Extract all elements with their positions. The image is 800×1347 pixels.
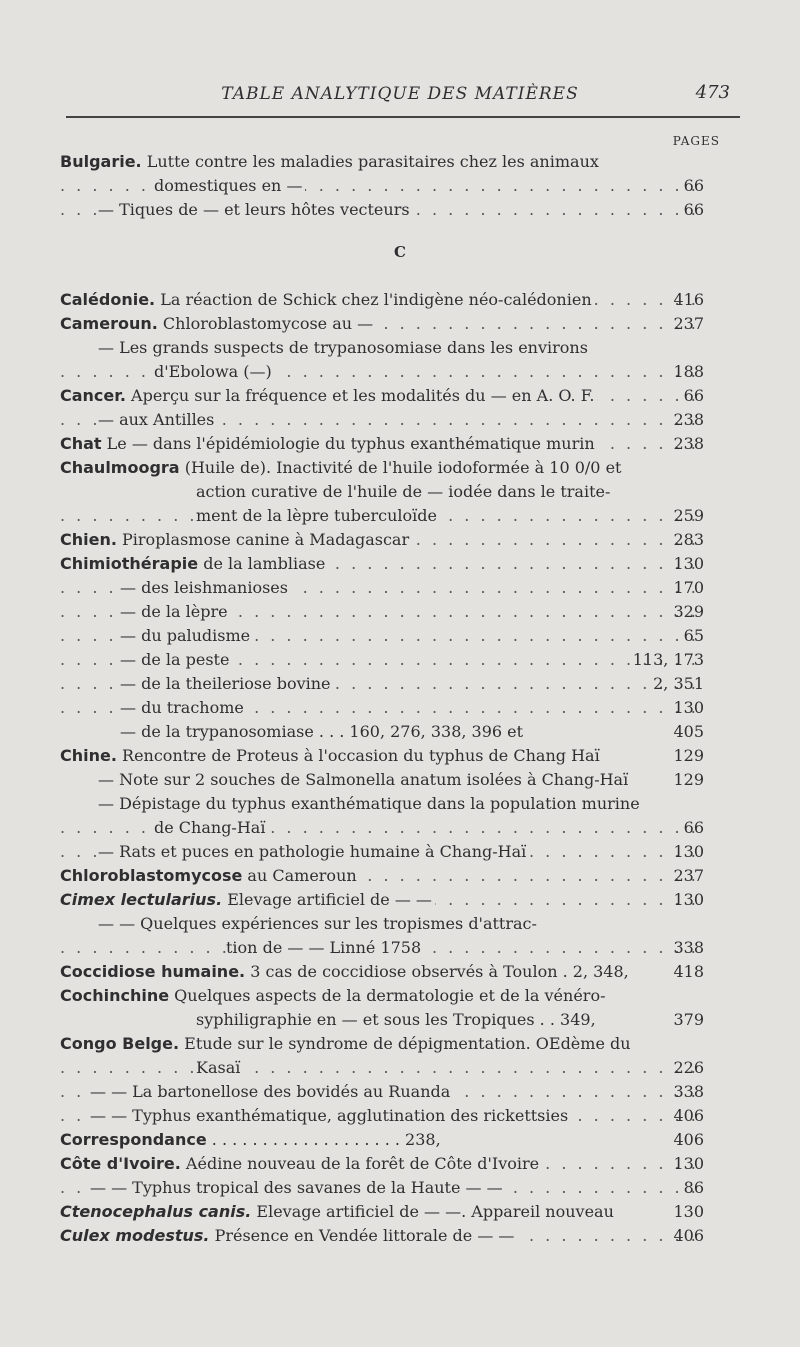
entry-text: — Tiques de — et leurs hôtes vecteurs — [98, 200, 410, 219]
entry-text: tion de — — Linné 1758 — [226, 938, 422, 957]
entry-page-number: 66 — [683, 200, 704, 219]
entry-text: domestiques en — — [154, 176, 303, 195]
index-entry — [60, 672, 705, 696]
entry-text: Aédine nouveau de la forêt de Côte d'Ivoire — [180, 1154, 540, 1173]
entry-text: d'Ebolowa (—) — [154, 362, 272, 381]
index-entry — [60, 288, 705, 312]
entry-page-number: 86 — [683, 1178, 704, 1197]
entry-text: — de la peste — [120, 650, 230, 669]
entry-page-number: 329 — [673, 602, 704, 621]
index-entry — [60, 456, 705, 480]
entry-page-number: 129 — [673, 746, 704, 765]
entry-keyword: Ctenocephalus canis. — [60, 1202, 252, 1221]
entry-text: Présence en Vendée littorale de — — — [209, 1226, 515, 1245]
index-entry — [60, 408, 705, 432]
entry-page-number: 129 — [673, 770, 704, 789]
entry-text: — — Typhus tropical des savanes de la Haute — — — [90, 1178, 503, 1197]
entry-page-number: 237 — [673, 866, 704, 885]
entry-page-number: 283 — [673, 530, 704, 549]
index-entry — [60, 1032, 705, 1056]
entry-keyword: Cameroun. — [60, 314, 158, 333]
index-entry — [60, 1176, 705, 1200]
entry-page-number: 130 — [673, 554, 704, 573]
entry-text: Le — dans l'épidémiologie du typhus exanthématique murin — [101, 434, 595, 453]
index-entry — [60, 840, 705, 864]
index-entry — [60, 1224, 705, 1248]
index-entry — [60, 432, 705, 456]
entry-text: Piroplasmose canine à Madagascar — [116, 530, 410, 549]
entry-text: La réaction de Schick chez l'indigène néo-calédonien — [155, 290, 592, 309]
index-entry — [60, 624, 705, 648]
entry-keyword: Congo Belge. — [60, 1034, 180, 1053]
entry-text: Rencontre de Proteus à l'occasion du typhus de Chang Haï — [116, 746, 600, 765]
entry-keyword: Chimiothérapie — [60, 554, 199, 573]
index-entry — [60, 150, 705, 174]
index-entry — [60, 312, 705, 336]
index-entry — [60, 768, 705, 792]
entry-text: — aux Antilles — [98, 410, 215, 429]
entry-keyword: Chaulmoogra — [60, 458, 180, 477]
entry-page-number: 338 — [673, 1082, 704, 1101]
entry-text: (Huile de). Inactivité de l'huile iodoformée à 10 0/0 et — [179, 458, 622, 477]
index-entry — [60, 1200, 705, 1224]
index-entry — [60, 174, 705, 198]
entry-text: syphiligraphie en — et sous les Tropiques . . 349, — [196, 1010, 596, 1029]
entry-text: Kasaï — [196, 1058, 241, 1077]
index-entry — [60, 1104, 705, 1128]
entry-text: au Cameroun — [242, 866, 357, 885]
index-entry — [60, 480, 705, 504]
entry-page-number: 2, 351 — [653, 674, 704, 693]
index-entry — [60, 696, 705, 720]
index-entry — [60, 1056, 705, 1080]
entry-keyword: Coccidiose humaine. — [60, 962, 246, 981]
entry-text: — Note sur 2 souches de Salmonella anatum isolées à Chang-Haï — [98, 770, 629, 789]
entry-text: Elevage artificiel de — —. Appareil nouveau — [251, 1202, 614, 1221]
index-entry — [60, 864, 705, 888]
index-entry — [60, 648, 705, 672]
entry-page-number: 113, 173 — [632, 650, 704, 669]
entry-page-number: 406 — [673, 1130, 704, 1149]
entry-page-number: 379 — [673, 1010, 704, 1029]
entry-keyword: Calédonie. — [60, 290, 156, 309]
entry-page-number: 405 — [673, 722, 704, 741]
entry-text: . . . . . . . . . . . . . . . . . . . 238, — [206, 1130, 441, 1149]
entry-text: Chloroblastomycose au — — [157, 314, 374, 333]
index-entry — [60, 360, 705, 384]
index-entry — [60, 504, 705, 528]
entry-page-number: 416 — [673, 290, 704, 309]
entry-page-number: 130 — [673, 1154, 704, 1173]
entry-text: Aperçu sur la fréquence et les modalités du — en A. O. F. — [125, 386, 595, 405]
index-entry — [60, 1128, 705, 1152]
entry-page-number: 66 — [683, 818, 704, 837]
entry-text: — Rats et puces en pathologie humaine à Chang-Haï — [98, 842, 527, 861]
entry-page-number: 188 — [673, 362, 704, 381]
entry-text: — de la trypanosomiase . . . 160, 276, 338, 396 et — [120, 722, 524, 741]
entry-page-number: 130 — [673, 890, 704, 909]
index-entry — [60, 960, 705, 984]
entry-text: de Chang-Haï — [154, 818, 266, 837]
entry-text: de la lambliase — [198, 554, 326, 573]
entry-text: action curative de l'huile de — iodée dans le traite- — [196, 482, 611, 501]
pages-column-label: PAGES — [672, 134, 720, 148]
index-entry — [60, 984, 705, 1008]
entry-page-number: 338 — [673, 938, 704, 957]
entry-page-number: 259 — [673, 506, 704, 525]
index-entry — [60, 528, 705, 552]
entry-text: ment de la lèpre tuberculoïde — [196, 506, 437, 525]
entry-text: Quelques aspects de la dermatologie et de la vénéro- — [169, 986, 606, 1005]
index-entry — [60, 600, 705, 624]
entry-page-number: 130 — [673, 698, 704, 717]
entry-keyword: Chien. — [60, 530, 117, 549]
index-entry — [60, 1152, 705, 1176]
entry-keyword: Culex modestus. — [60, 1226, 210, 1245]
header-rule — [66, 116, 740, 118]
index-entry — [60, 384, 705, 408]
entry-page-number: 66 — [683, 176, 704, 195]
index-entry — [60, 888, 705, 912]
entry-page-number: 226 — [673, 1058, 704, 1077]
entry-page-number: 238 — [673, 410, 704, 429]
entry-keyword: Correspondance — [60, 1130, 207, 1149]
section-letter: C — [394, 243, 406, 261]
entry-keyword: Cochinchine — [60, 986, 170, 1005]
entry-text: — Les grands suspects de trypanosomiase dans les environs — [98, 338, 588, 357]
entry-text: — — La bartonellose des bovidés au Ruanda — [90, 1082, 451, 1101]
index-entry — [60, 198, 705, 222]
entry-keyword: Côte d'Ivoire. — [60, 1154, 181, 1173]
entry-keyword: Chloroblastomycose — [60, 866, 243, 885]
entry-page-number: 238 — [673, 434, 704, 453]
entry-page-number: 406 — [673, 1106, 704, 1125]
index-entry — [60, 792, 705, 816]
entry-page-number: 237 — [673, 314, 704, 333]
index-entry — [60, 1008, 705, 1032]
entry-text: — Dépistage du typhus exanthématique dans la population murine — [98, 794, 640, 813]
entry-text: — du trachome — [120, 698, 244, 717]
entry-keyword: Bulgarie. — [60, 152, 142, 171]
entry-text: Lutte contre les maladies parasitaires chez les animaux — [141, 152, 599, 171]
entry-keyword: Cimex lectularius. — [60, 890, 223, 909]
index-entry — [60, 720, 705, 744]
entry-text: — — Typhus exanthématique, agglutination des rickettsies — [90, 1106, 569, 1125]
index-entry — [60, 912, 705, 936]
entry-keyword: Chat — [60, 434, 102, 453]
entry-text: 3 cas de coccidiose observés à Toulon . 2, 348, — [245, 962, 629, 981]
entry-page-number: 66 — [683, 386, 704, 405]
index-entry — [60, 1080, 705, 1104]
index-entry — [60, 936, 705, 960]
entry-text: Elevage artificiel de — — — [222, 890, 432, 909]
index-entry — [60, 552, 705, 576]
entry-text: — des leishmanioses — [120, 578, 288, 597]
entry-page-number: 406 — [673, 1226, 704, 1245]
entry-page-number: 170 — [673, 578, 704, 597]
index-entry — [60, 816, 705, 840]
entry-page-number: 65 — [683, 626, 704, 645]
entry-page-number: 130 — [673, 1202, 704, 1221]
entry-page-number: 418 — [673, 962, 704, 981]
index-entry — [60, 336, 705, 360]
index-entry — [60, 744, 705, 768]
entry-text: Etude sur le syndrome de dépigmentation. OEdème du — [179, 1034, 631, 1053]
entry-text: — de la lèpre — [120, 602, 228, 621]
page-number: 473 — [695, 82, 730, 103]
entry-keyword: Chine. — [60, 746, 117, 765]
entry-page-number: 130 — [673, 842, 704, 861]
index-entry — [60, 576, 705, 600]
entry-text: — du paludisme — [120, 626, 251, 645]
entry-text: — de la theileriose bovine — [120, 674, 331, 693]
entry-keyword: Cancer. — [60, 386, 126, 405]
running-header: TABLE ANALYTIQUE DES MATIÈRES — [221, 84, 579, 104]
entry-text: — — Quelques expériences sur les tropismes d'attrac- — [98, 914, 537, 933]
